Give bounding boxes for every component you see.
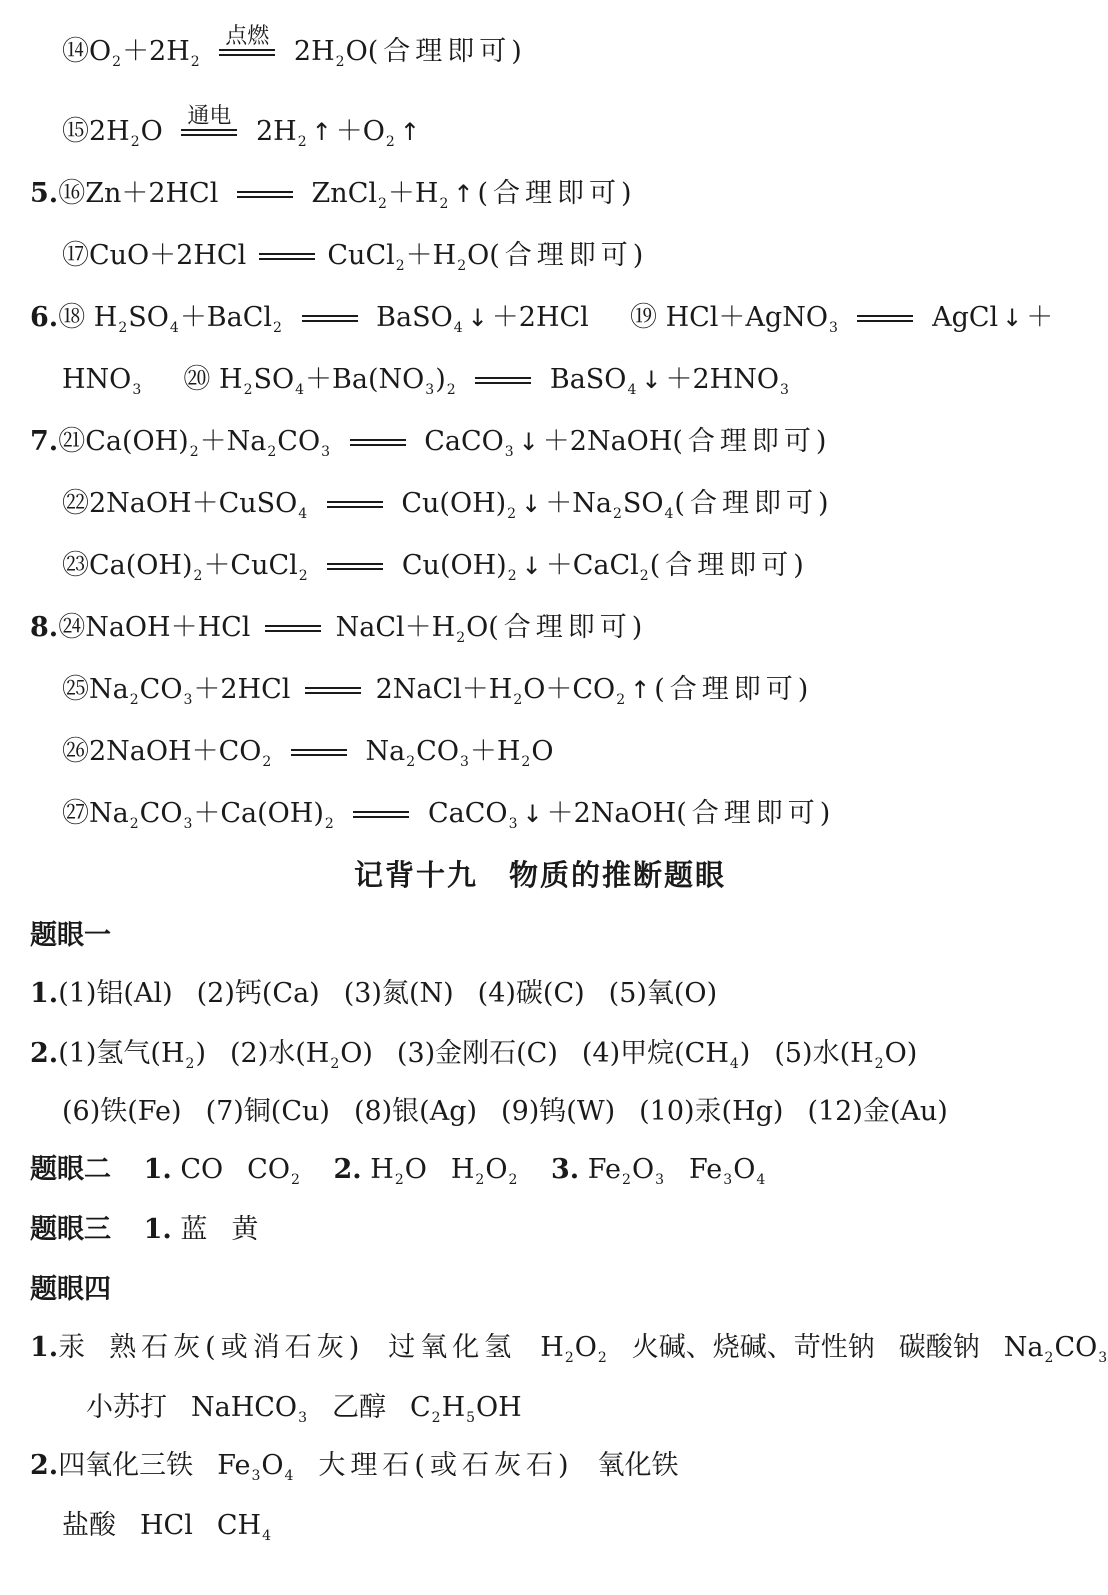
tiyan-4-row-3: 2.四氧化三铁 Fe3O4 大理石(或石灰石) 氧化铁 [30,1450,679,1484]
precipitate-arrow-icon: ↓ [518,428,539,456]
precipitate-arrow-icon: ↓ [467,304,488,332]
equals-sign [475,377,531,385]
equation-15: ⑮2H2O 通电 2H2 ↑ ＋O2 ↑ [62,112,424,152]
tiyan-2-row: 题眼二 1. CO CO2 2. H2O H2O2 3. Fe2O3 Fe3O4 [30,1154,766,1188]
equals-sign [302,315,358,323]
equation-14: ⑭O2＋2H2 点燃 2H2O(合理即可) [62,32,527,72]
tiyan-1-row-1: 1.(1)铝(Al) (2)钙(Ca) (3)氮(N) (4)碳(C) (5)氧(O) [30,978,718,1009]
precipitate-arrow-icon: ↓ [522,800,543,828]
equals-sign [327,501,383,509]
equation-18-19: 6.⑱ H2SO4＋BaCl2 BaSO4 ↓ ＋2HCl ⑲ HCl＋AgNO3 AgCl ↓ ＋ [30,298,1053,338]
equals-sign [857,315,913,323]
tiyan-1-row-3: (6)铁(Fe) (7)铜(Cu) (8)银(Ag) (9)钨(W) (10)汞(Hg) (12)金(Au) [62,1096,948,1127]
equals-sign [291,749,347,757]
section-title: 记背十九 物质的推断题眼 [353,858,726,892]
gas-arrow-icon: ↑ [311,118,332,146]
precipitate-arrow-icon: ↓ [641,366,662,394]
equals-sign [353,811,409,819]
equals-sign [219,23,275,57]
question-number: 5. [30,178,59,209]
gas-arrow-icon: ↑ [630,676,651,704]
equals-sign [259,253,315,261]
precipitate-arrow-icon: ↓ [521,490,542,518]
gas-arrow-icon: ↑ [399,118,420,146]
equation-22: ㉒2NaOH＋CuSO4 Cu(OH)2 ↓ ＋Na2SO4(合理即可) [62,484,834,524]
equals-sign [327,563,383,571]
equals-sign [305,687,361,695]
precipitate-arrow-icon: ↓ [1002,304,1023,332]
tiyan-1-label: 题眼一 [30,920,111,951]
tiyan-1-row-2: 2.(1)氢气(H2) (2)水(H2O) (3)金刚石(C) (4)甲烷(CH4) (5)水(H2O) [30,1038,918,1072]
equals-sign [265,625,321,633]
note: (合理即可) [367,36,527,67]
gas-arrow-icon: ↑ [453,180,474,208]
precipitate-arrow-icon: ↓ [521,552,542,580]
reaction-condition: 点燃 [225,23,270,49]
equals-sign [350,439,406,447]
equals-sign [181,103,237,137]
equation-24: 8.㉔NaOH＋HCl NaCl＋H2O(合理即可) [30,612,648,646]
equation-20: HNO3 ⑳ H2SO4＋Ba(NO3)2 BaSO4 ↓ ＋2HNO3 [62,360,790,400]
equals-sign [237,191,293,199]
tiyan-4-row-4: 盐酸 HCl CH4 [62,1510,271,1544]
tiyan-4-row-1: 1.汞 熟石灰(或消石灰) 过氧化氢 H2O2 火碱、烧碱、苛性钠 碳酸钠 Na2CO3 [30,1332,1108,1366]
equation-26: ㉖2NaOH＋CO2 Na2CO3＋H2O [62,736,554,770]
equation-27: ㉗Na2CO3＋Ca(OH)2 CaCO3 ↓ ＋2NaOH(合理即可) [62,794,835,834]
tiyan-3-row: 题眼三 1. 蓝 黄 [30,1214,259,1245]
tiyan-4-label: 题眼四 [30,1274,111,1305]
equation-21: 7.㉑Ca(OH)2＋Na2CO3 CaCO3 ↓ ＋2NaOH(合理即可) [30,422,831,462]
reaction-condition: 通电 [187,103,232,129]
tiyan-4-row-2: 小苏打 NaHCO3 乙醇 C2H5OH [86,1392,522,1426]
equation-17: ⑰CuO＋2HCl CuCl2＋H2O(合理即可) [62,240,649,274]
equation-23: ㉓Ca(OH)2＋CuCl2 Cu(OH)2 ↓ ＋CaCl2(合理即可) [62,546,809,586]
equation-25: ㉕Na2CO3＋2HCl 2NaCl＋H2O＋CO2 ↑ (合理即可) [62,670,813,710]
equation-16: 5.⑯Zn＋2HCl ZnCl2＋H2 ↑ (合理即可) [30,174,637,214]
